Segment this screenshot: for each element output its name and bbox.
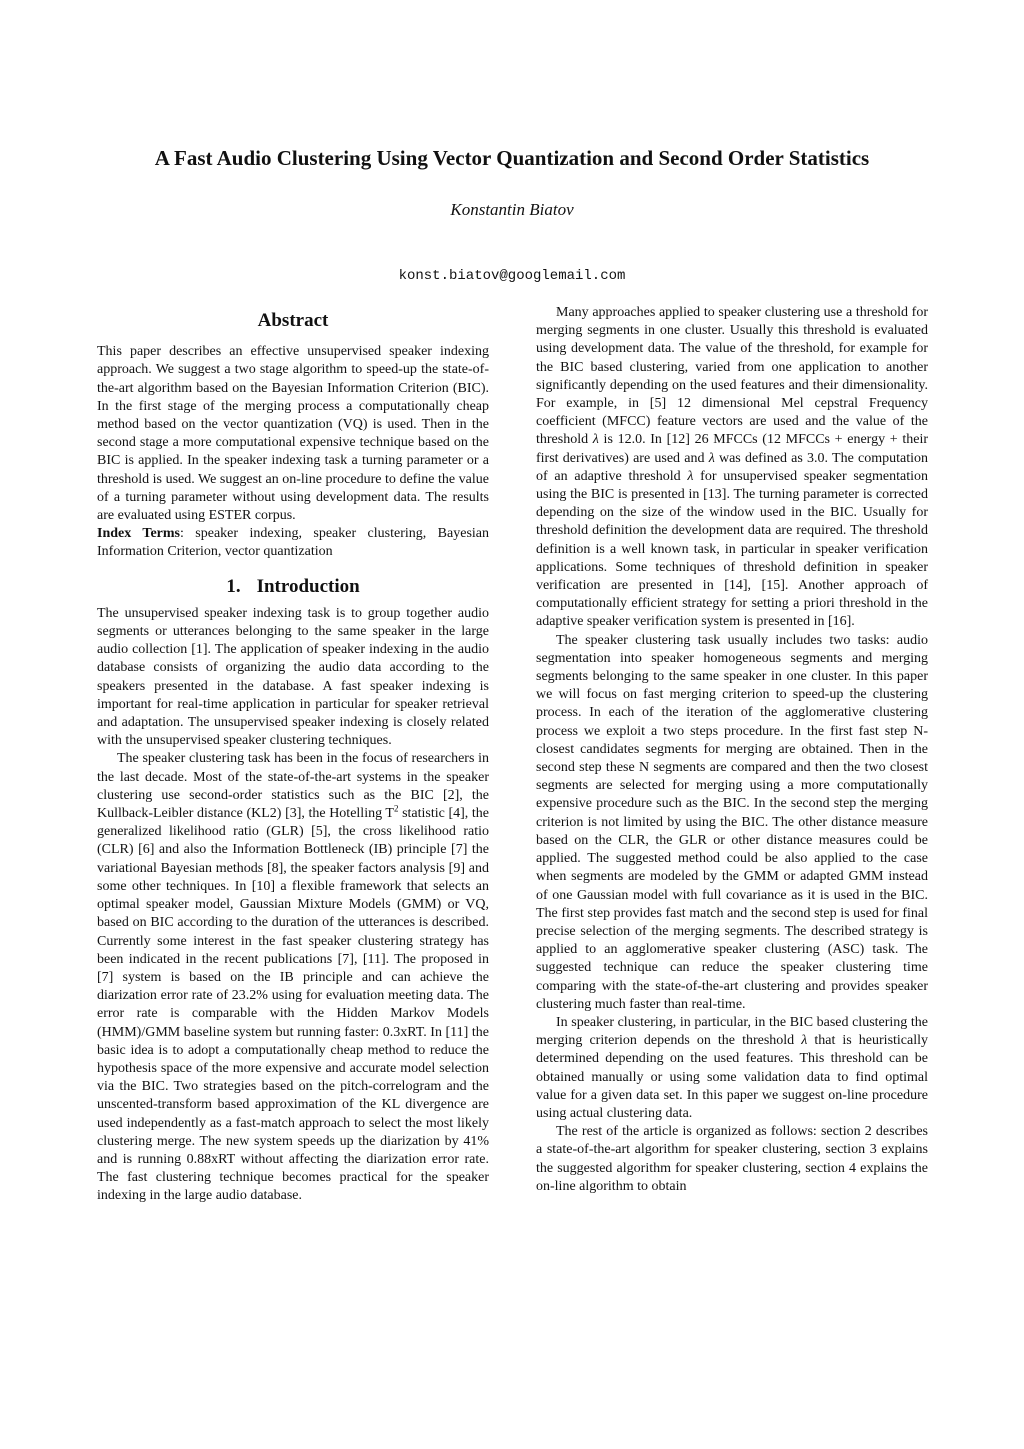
intro-paragraph-5-part-a: In speaker clustering, in particular, in the BIC based clustering the merging criterion depends on the threshold xyxy=(536,1014,928,1049)
lambda-symbol: λ xyxy=(687,468,694,484)
lambda-symbol: λ xyxy=(592,432,599,448)
index-terms-label: Index Terms xyxy=(97,526,180,542)
intro-paragraph-2-part-b: statistic [4], the generalized likelihood ratio (GLR) [5], the cross likelihood ratio (CLR) [6] and also the Information Bottleneck (IB) principle [7] the variational Bayesian methods [8], the speaker factors analysis [9] and some other techniques. In [10] a flexible framework that selects an optimal speaker model, Gaussian Mixture Models (GMM) or VQ, based on BIC according to the duration of the utterances is described. Currently some interest in the fast speaker clustering strategy has been indicated in the recent publications [7], [11]. The proposed in [7] system is based on the IB principle and can achieve the diarization error rate of 23.2% using for evaluation meeting data. The error rate is comparable with the Hidden Markov Models (HMM)/GMM baseline system but running faster: 0.3xRT. In [11] the basic idea is to adopt a computationally cheap method to reduce the hypothesis space of the more expensive and accurate model selection via the BIC. Two strategies based on the pitch-correlogram and the unscented-transform based approximation of the KL divergence are used independently as a fast-match approach to select the most likely clustering merge. The new system speeds up the diarization by 41% and is running 0.88xRT without affecting the diarization error rate. The fast clustering technique becomes practical for the speaker indexing in the large audio database. xyxy=(97,806,489,1204)
author-name: Konstantin Biatov xyxy=(450,200,574,219)
lambda-symbol: λ xyxy=(708,450,715,466)
intro-section-title: Introduction xyxy=(256,575,360,597)
intro-heading xyxy=(97,575,489,597)
left-column xyxy=(97,312,489,1206)
index-terms-text: : speaker indexing, speaker clustering, Bayesian Information Criterion, vector quantization xyxy=(97,526,489,560)
intro-paragraph-5 xyxy=(536,1014,928,1123)
intro-paragraph-5-part-b: that is heuristically determined depending on the used features. This threshold can be obtained manually or using some validation data to find optimal value for a given data set. In this paper we suggest on-line procedure using actual clustering data. xyxy=(536,1033,929,1121)
intro-paragraph-2-part-a: The speaker clustering task has been in the focus of researchers in the last decade. Most of the state-of-the-art systems in the speaker clustering use second-order statistics such as the BIC [2], the Kullback-Leibler distance (KL2) [3], the Hotelling T xyxy=(97,751,489,822)
index-terms xyxy=(97,525,489,561)
intro-paragraph-6: The rest of the article is organized as follows: section 2 describes a state-of-the-art algorithm for speaker clustering, section 3 explains the suggested algorithm for speaker clustering, section 4 explains the on-line algorithm to obtain xyxy=(536,1124,928,1194)
lambda-symbol: λ xyxy=(801,1033,808,1049)
intro-paragraph-2 xyxy=(97,750,489,1205)
intro-paragraph-3-part-a: Many approaches applied to speaker clustering use a threshold for merging segments in one cluster. Usually this threshold is evaluated using development data. The value of the threshold, for example for the BIC based clustering, varied from one application to another significantly depending on the used features and their dimensionality. For example, in [5] 12 dimensional Mel cepstral Frequency coefficient (MFCC) feature vectors are used and the value of the threshold xyxy=(536,305,928,448)
abstract-body: This paper describes an effective unsupervised speaker indexing approach. We suggest a two stage algorithm to speed-up the state-of-the-art algorithm based on the Bayesian Information Criterion (BIC). In the first stage of the merging process a computationally cheap method based on the vector quantization (VQ) is used. Then in the second stage a more computational expensive technique based on the BIC is applied. In the speaker indexing task a turning parameter or a threshold is used. We suggest an on-line procedure to define the value of a turning parameter without using development data. The results are evaluated using ESTER corpus. xyxy=(97,344,489,524)
author-email: konst.biatov@googlemail.com xyxy=(398,268,626,284)
intro-paragraph-3-part-c: was defined as 3.0. The computation of an adaptive threshold xyxy=(536,450,928,484)
right-column xyxy=(536,304,928,1196)
abstract-heading: Abstract xyxy=(257,310,329,331)
intro-paragraph-3 xyxy=(536,304,928,632)
intro-paragraph-3-part-d: for unsupervised speaker segmentation using the BIC is presented in [13]. The turning parameter is corrected depending on the size of the window used in the BIC. Usually for threshold definition the development data are required. The threshold definition is a well known task, in particular in speaker verification applications. Some techniques of threshold definition in speaker verification are presented in [14], [15]. Another approach of computationally efficient strategy for setting a priori threshold in the adaptive speaker verification system is presented in [16]. xyxy=(536,468,928,630)
intro-paragraph-1: The unsupervised speaker indexing task is to group together audio segments or utterances belonging to the same speaker in the large audio collection [1]. The application of speaker indexing in the audio database consists of organizing the audio data according to the speakers presented in the database. A fast speaker indexing is important for real-time application in particular for speaker retrieval and adaptation. The unsupervised speaker indexing is closely related with the unsupervised speaker clustering techniques. xyxy=(97,605,489,749)
intro-paragraph-3-part-b: is 12.0. In [12] 26 MFCCs (12 MFCCs + energy + their first derivatives) are used and xyxy=(536,432,928,466)
intro-paragraph-4: The speaker clustering task usually includes two tasks: audio segmentation into speaker homogeneous segments and merging segments belonging to the same speaker in one cluster. In this paper we will focus on fast merging criterion to speed-up the clustering process. In each of the iteration of the agglomerative clustering process we exploit a two steps procedure. In the first fast step N-closest candidates segments for merging are obtained. Then in the second step these N segments are compared and then the two closest segments are selected for merging using a more computationally expensive procedure such as the BIC. In the second step the merging criterion is not limited by using the BIC. The other distance measure based on the CLR, the GLR or other distance measures could be applied. The suggested method could be also applied to the case when segments are modeled by the GMM or adapted GMM instead of one Gaussian model with full covariance as it is used in the BIC. The first step provides fast match and the second step is used for final precise selection of the merging segments. The described strategy is applied to an agglomerative speaker clustering (ASC) task. The suggested technique can reduce the speaker clustering time comparing with the state-of-the-art clustering and provides speaker clustering much faster than real-time. xyxy=(536,632,928,1012)
paper-title: A Fast Audio Clustering Using Vector Quantization and Second Order Statistics xyxy=(154,146,870,170)
intro-section-number: 1. xyxy=(226,575,241,597)
superscript-2: 2 xyxy=(393,803,399,814)
